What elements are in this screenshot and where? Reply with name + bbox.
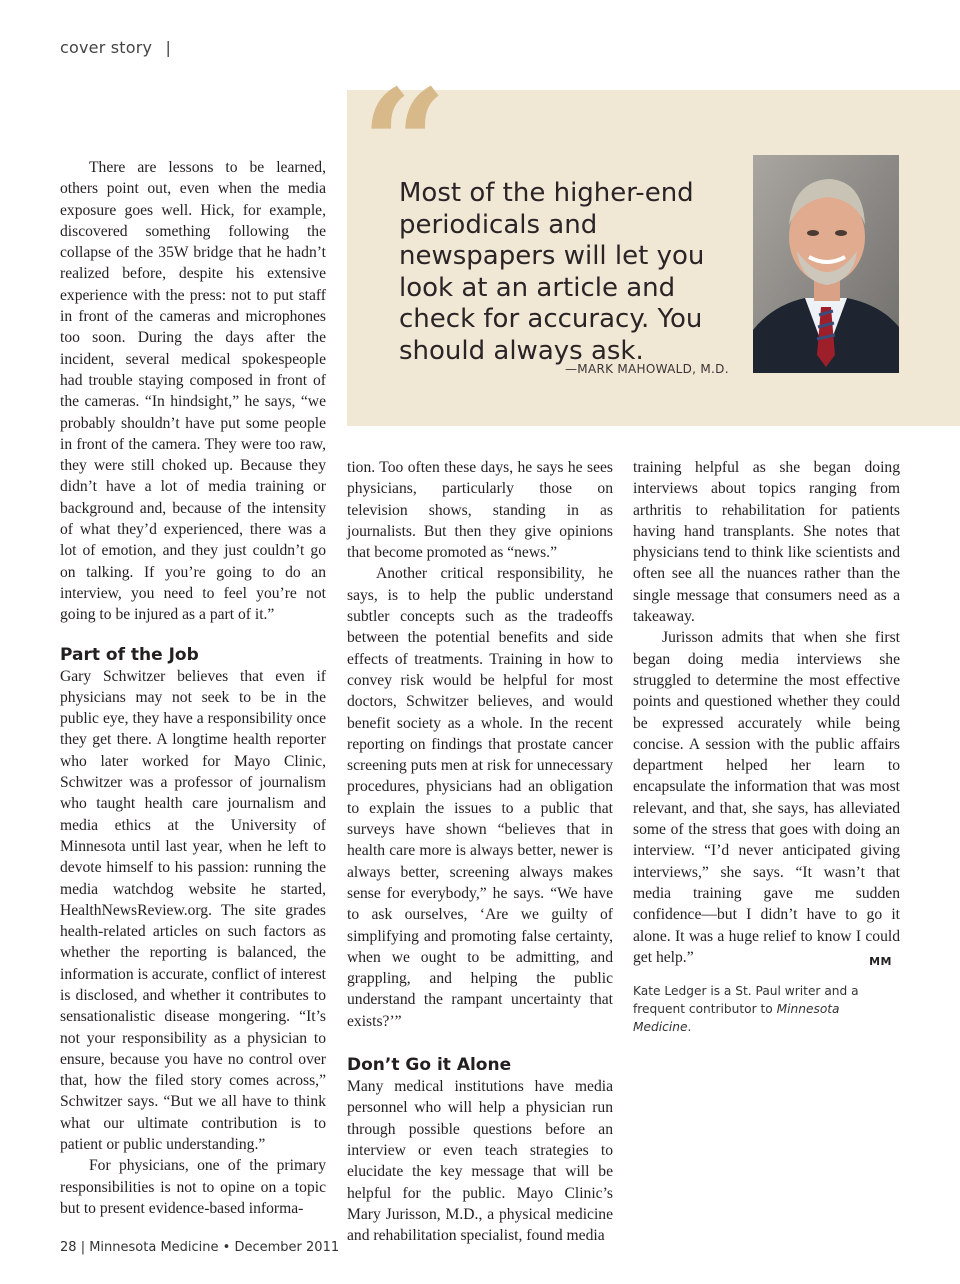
paragraph-text: Jurisson admits that when she first began doing media interviews she struggled to determine the most effective points and questioned whether they could be expressed accurately while being concise. A session with the public affairs department helped her learn to encapsulate the information that was most relevant, and that, she says, has alleviated some of the stress that goes with doing an interview. “I’d never anticipated giving interviews,” she says. “It wasn’t that media training gave me sudden confidence—but I didn’t have to go it alone. It was a huge relief to know I could get help.” xyxy=(633,629,900,966)
paragraph: For physicians, one of the primary responsibilities is not to opine on a topic but to present evidence-based informa- xyxy=(60,1157,326,1217)
subhead-part-of-the-job: Part of the Job xyxy=(60,644,199,665)
subhead-dont-go-it-alone: Don’t Go it Alone xyxy=(347,1055,512,1076)
paragraph: There are lessons to be learned, others point out, even when the media exposure goes well. Hick, for example, discovered something following the collapse of the 35W bridge that he hadn’t realized before, despite his extensive experience with the press: not to put staff in front of the cameras and microphones too soon. During the days after the incident, several medical spokespeople had trouble staying composed in front of the cameras. “In hindsight,” he says, “we probably shouldn’t have put some people in front of the camera. They were too raw, they were still choked up. Because they didn’t have a lot of media training or background and, because of the intensity of what they’d experienced, there was a lot of emotion, and they just couldn’t go on talking. If you’re going to do an interview, you need to feel you’re not going to be injured as a part of it.” xyxy=(60,159,326,624)
pull-quote-text: Most of the higher-end periodicals and newspapers will let you look at an article and check for accuracy. You should always ask. xyxy=(399,178,705,366)
author-bio xyxy=(633,982,900,1036)
portrait-illustration xyxy=(753,155,899,373)
quote-mark-icon: “ xyxy=(361,57,448,233)
bio-publication: Minnesota Medicine xyxy=(633,1002,840,1035)
paragraph-continued: tion. Too often these days, he says he sees physicians, particularly those on television shows, standing in as journalists. But then they give opinions that become promoted as “news.” xyxy=(347,459,613,562)
publication-name: Minnesota Medicine xyxy=(89,1240,219,1255)
end-mark: MM xyxy=(869,954,892,968)
paragraph: Another critical responsibility, he says, is to help the public understand subtler concepts such as the tradeoffs between the potential benefits and side effects of treatments. Training in how to convey risk would be helpful for most doctors, Schwitzer believes, and would benefit society as a whole. In the recent reporting on findings that prostate cancer screening puts men at risk for unnecessary procedures, physicians had an obligation to explain the issues to a public that surveys have shown “believes that in health care more is always better, newer is always better, screening always makes sense for everybody,” he says. “We have to ask ourselves, ‘Are we guilty of simplifying and promoting false certainty, when we ought to be admitting, and grappling, and helping the public understand the rampant uncertainty that exists?’” xyxy=(347,565,613,1030)
issue-date: December 2011 xyxy=(234,1240,340,1255)
paragraph xyxy=(633,627,900,968)
article-column-1 xyxy=(60,157,326,1219)
footer-separator: | xyxy=(80,1240,86,1255)
article-column-3 xyxy=(633,457,900,1036)
page-footer xyxy=(60,1240,339,1255)
footer-bullet: • xyxy=(222,1240,231,1255)
bio-suffix: . xyxy=(687,1020,692,1035)
pull-quote-box xyxy=(347,57,960,426)
article-column-2 xyxy=(347,457,613,1246)
page-number: 28 xyxy=(60,1240,77,1255)
paragraph-continued: training helpful as she began doing interviews about topics ranging from arthritis to rehabilitation for patients having hand transplants. She notes that physicians tend to think like scientists and often see all the nuances rather than the single message that consumers need as a takeaway. xyxy=(633,459,900,626)
paragraph: Many medical institutions have media personnel who will help a physician run through possible questions before an interview or even teach strategies to elucidate the key message that will be helpful for the public. Mayo Clinic’s Mary Jurisson, M.D., a physical medicine and rehabilitation specialist, found media xyxy=(347,1078,613,1245)
bio-text: Kate Ledger is a St. Paul writer and a frequent contributor to xyxy=(633,984,859,1017)
section-label xyxy=(60,38,171,57)
section-separator: | xyxy=(165,38,172,57)
pull-quote-attribution: —MARK MAHOWALD, M.D. xyxy=(565,362,729,376)
section-name: cover story xyxy=(60,38,153,57)
portrait-photo xyxy=(753,155,899,373)
paragraph: Gary Schwitzer believes that even if physicians may not seek to be in the public eye, they have a responsibility once they get there. A longtime health reporter who later worked for Mayo Clinic, Schwitzer was a professor of journalism who taught health care journalism and media ethics at the University of Minnesota until last year, when he left to devote himself to his passion: running the media watchdog website he started, HealthNewsReview.org. The site grades health-related articles on such factors as whether the reporting is balanced, the information is accurate, conflict of interest is disclosed, and whether it contributes to sensationalistic disease mongering. “It’s not your responsibility as a physician to ensure, because you have no control over that, how the filed story comes across,” Schwitzer says. “But we all have to think what our ultimate contribution is to patient or public understanding.” xyxy=(60,667,326,1154)
